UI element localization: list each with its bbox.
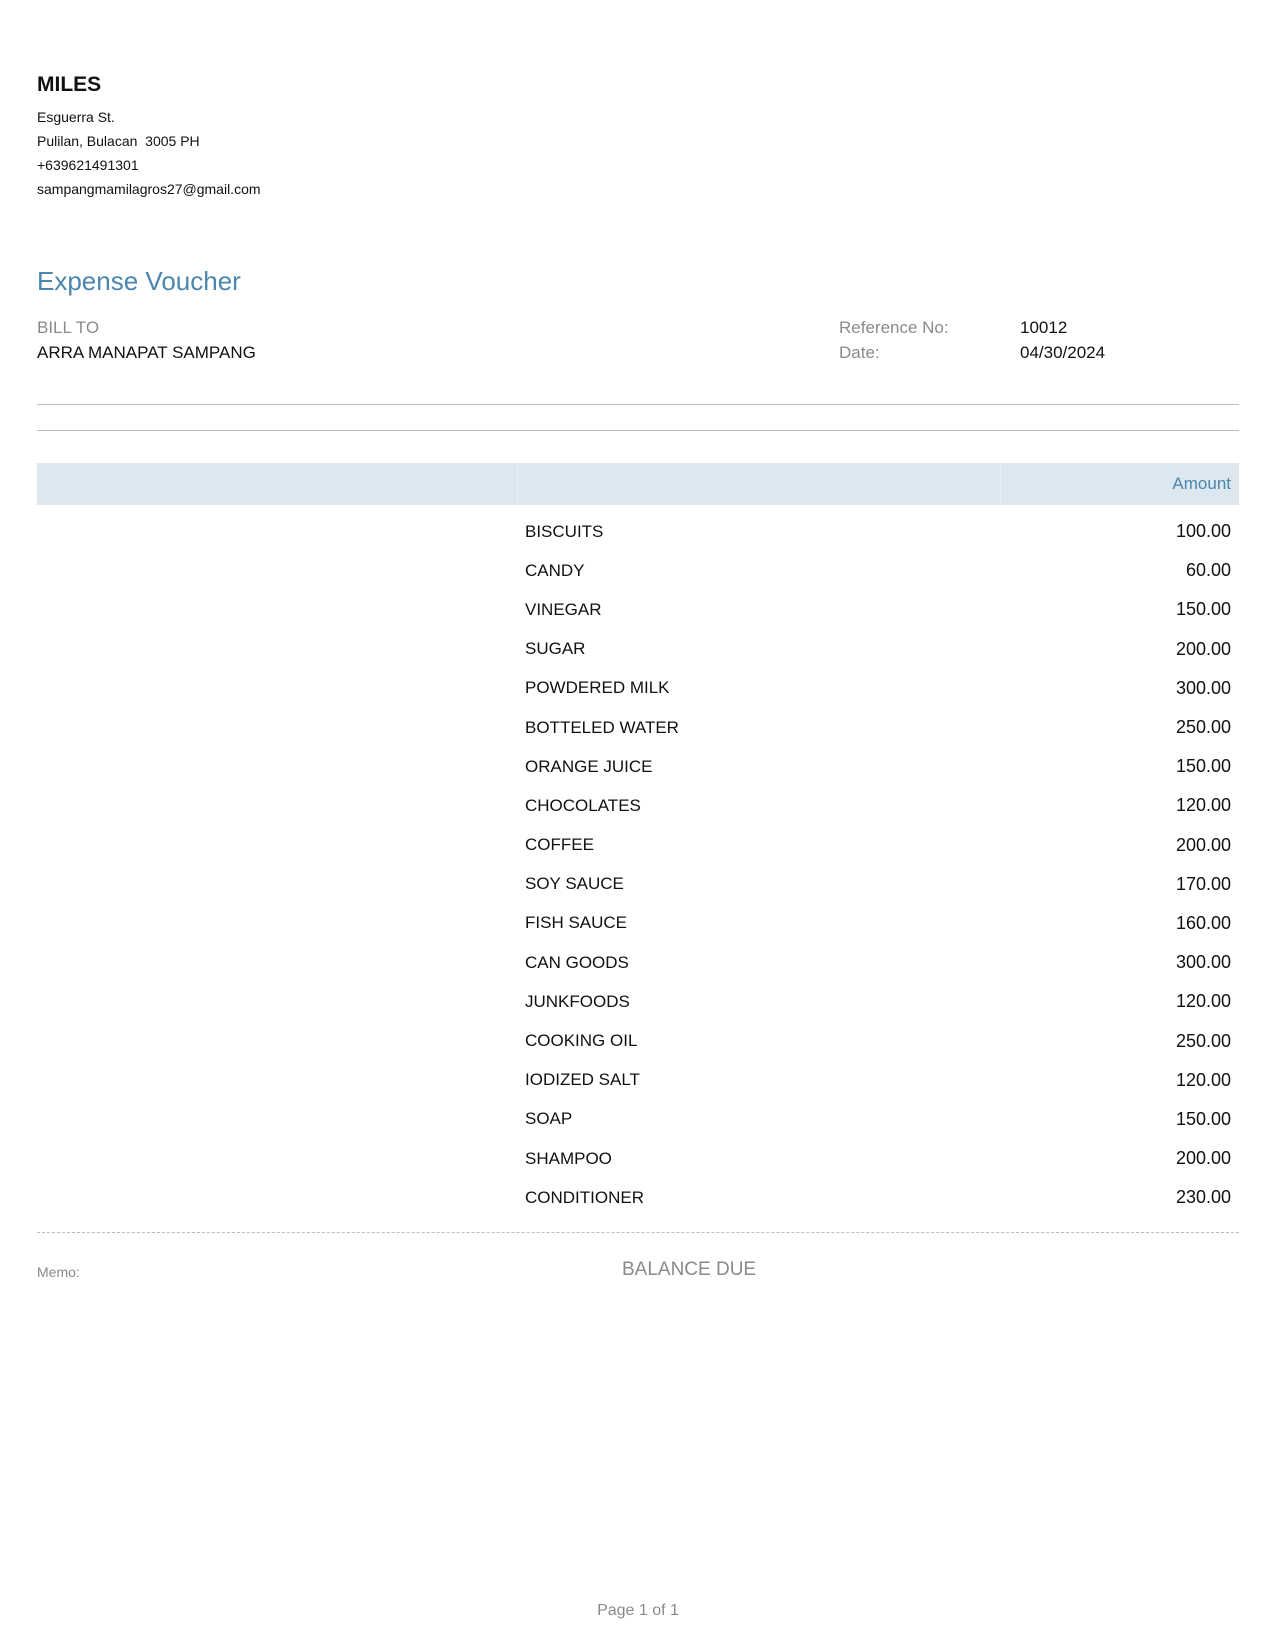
item-description: SUGAR [525, 639, 586, 659]
item-description: CAN GOODS [525, 952, 629, 972]
table-row [525, 1178, 1231, 1217]
item-description: SOY SAUCE [525, 874, 624, 894]
table-row [525, 904, 1231, 943]
item-description: ORANGE JUICE [525, 756, 653, 776]
reference-label: Reference No: [839, 318, 949, 337]
item-description: CONDITIONER [525, 1187, 644, 1207]
company-address-line2: Pulilan, Bulacan 3005 PH [37, 133, 200, 149]
line-items [525, 512, 1231, 1217]
item-amount: 150.00 [1175, 599, 1231, 620]
item-amount: 300.00 [1175, 677, 1231, 698]
item-amount: 120.00 [1175, 795, 1231, 816]
item-amount: 200.00 [1175, 638, 1231, 659]
table-row [525, 669, 1231, 708]
item-amount: 300.00 [1175, 952, 1231, 973]
table-header-blank-1 [37, 463, 518, 505]
item-amount: 170.00 [1175, 873, 1231, 894]
item-description: IODIZED SALT [525, 1070, 640, 1090]
dashed-divider [37, 1232, 1239, 1233]
item-description: SHAMPOO [525, 1148, 612, 1168]
item-description: CHOCOLATES [525, 795, 641, 815]
table-header-amount: Amount [1172, 474, 1231, 493]
item-amount: 200.00 [1175, 1148, 1231, 1169]
company-name: MILES [37, 73, 102, 96]
voucher-page [37, 0, 1239, 1650]
item-amount: 250.00 [1175, 717, 1231, 738]
divider-top [37, 404, 1239, 405]
balance-due-label: BALANCE DUE [622, 1259, 757, 1280]
item-description: JUNKFOODS [525, 991, 630, 1011]
item-amount: 100.00 [1175, 521, 1231, 542]
company-address-line1: Esguerra St. [37, 109, 115, 125]
table-row [525, 590, 1231, 629]
document-title: Expense Voucher [37, 266, 241, 296]
table-header-blank-2 [518, 463, 1001, 505]
item-description: CANDY [525, 560, 585, 580]
date-row [839, 343, 1105, 368]
item-description: BOTTELED WATER [525, 717, 679, 737]
table-row [525, 943, 1231, 982]
table-row [525, 512, 1231, 551]
memo-label: Memo: [37, 1264, 80, 1280]
item-description: FISH SAUCE [525, 913, 628, 933]
company-email: sampangmamilagros27@gmail.com [37, 181, 261, 197]
table-row [525, 1100, 1231, 1139]
table-row [525, 826, 1231, 865]
table-row [525, 865, 1231, 904]
item-amount: 120.00 [1175, 991, 1231, 1012]
table-row [525, 1061, 1231, 1100]
item-amount: 150.00 [1175, 756, 1231, 777]
table-row [525, 1021, 1231, 1060]
date-label: Date: [839, 343, 880, 362]
bill-to-label: BILL TO [37, 318, 100, 337]
item-amount: 60.00 [1185, 560, 1231, 581]
table-row [525, 1139, 1231, 1178]
table-row [525, 982, 1231, 1021]
item-amount: 160.00 [1175, 912, 1231, 933]
company-info [37, 73, 261, 201]
item-description: POWDERED MILK [525, 678, 670, 698]
item-description: VINEGAR [525, 599, 602, 619]
item-amount: 250.00 [1175, 1030, 1231, 1051]
item-amount: 200.00 [1175, 834, 1231, 855]
item-amount: 150.00 [1175, 1108, 1231, 1129]
table-header [37, 463, 1239, 505]
table-row [525, 708, 1231, 747]
voucher-meta [839, 318, 1105, 368]
table-row [525, 747, 1231, 786]
item-description: BISCUITS [525, 521, 604, 541]
divider-bottom [37, 430, 1239, 431]
item-description: COFFEE [525, 835, 594, 855]
item-amount: 120.00 [1175, 1069, 1231, 1090]
item-description: COOKING OIL [525, 1031, 638, 1051]
item-amount: 230.00 [1175, 1187, 1231, 1208]
company-phone: +639621491301 [37, 157, 139, 173]
table-row [525, 551, 1231, 590]
item-description: SOAP [525, 1109, 573, 1129]
reference-value: 10012 [1020, 318, 1068, 337]
date-value: 04/30/2024 [1020, 343, 1106, 362]
page-number: Page 1 of 1 [597, 1602, 679, 1619]
table-row [525, 786, 1231, 825]
bill-to-name: ARRA MANAPAT SAMPANG [37, 343, 256, 362]
table-row [525, 630, 1231, 669]
reference-row [839, 318, 1105, 343]
